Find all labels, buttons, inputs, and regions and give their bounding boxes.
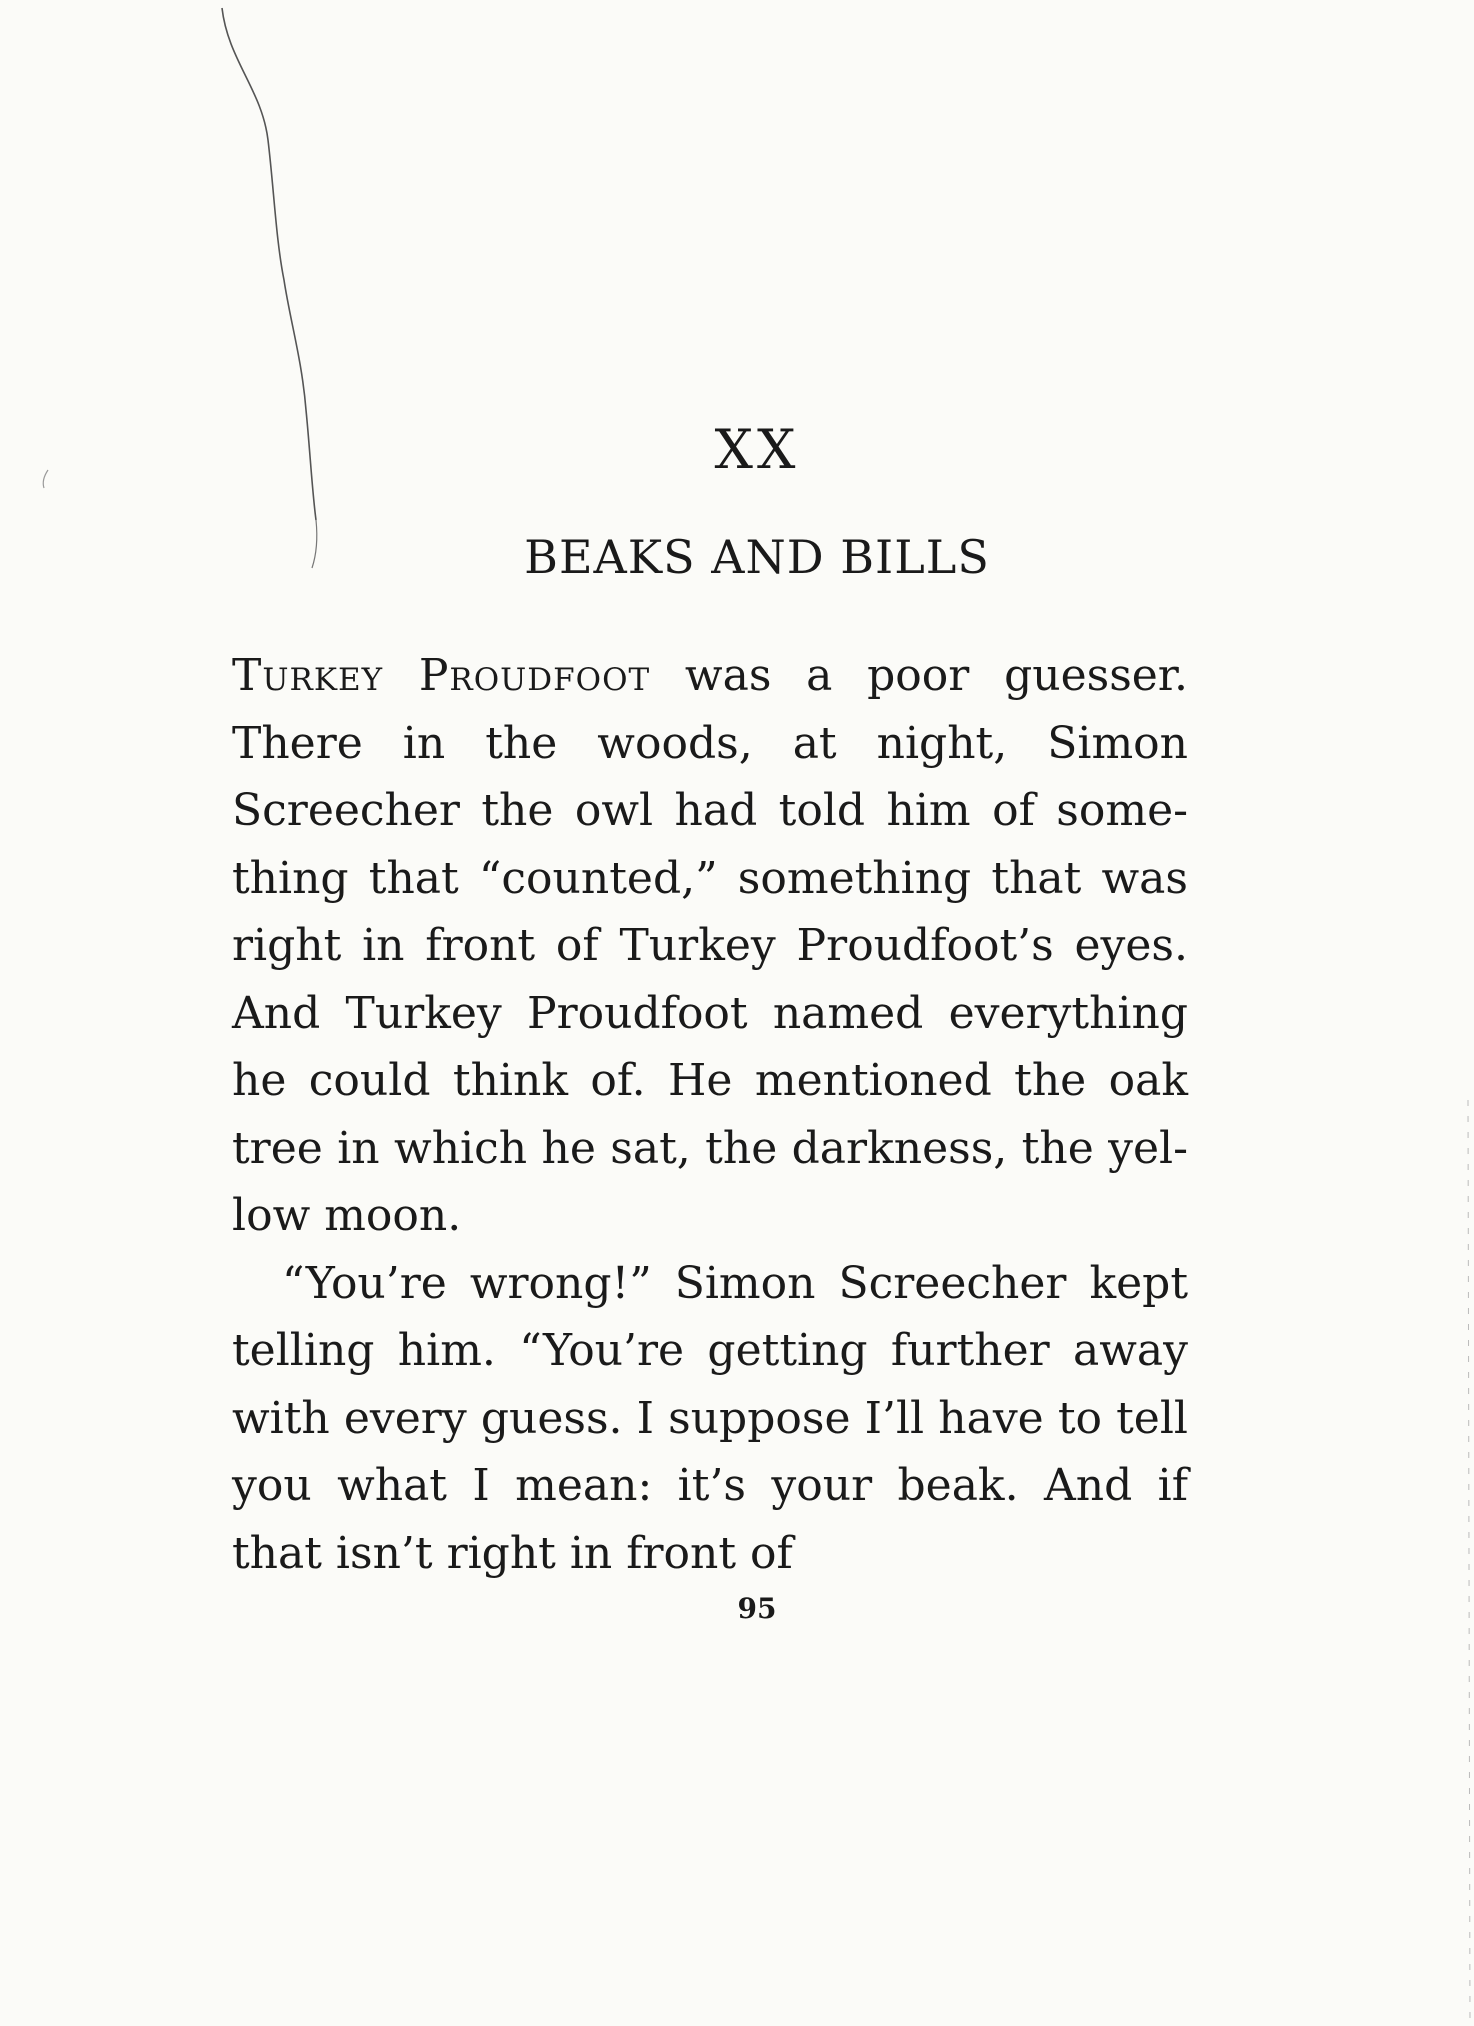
paragraph — [232, 1250, 1188, 1588]
paragraph-text: was a poor guesser. There in the woods, at night, Simon Screecher the owl had told him of something that “counted,” something that was right in front of Turkey Proudfoot’s eyes. And Turkey Proudfoot named everything he could think of. He mentioned the oak tree in which he sat, the darkness, the yellow moon. — [232, 650, 1188, 1241]
page-number: 95 — [737, 1592, 777, 1625]
binding-crease-mark — [0, 0, 400, 600]
paragraph — [232, 642, 1188, 1250]
body-text — [232, 642, 1188, 1587]
page-edge-mark — [1444, 1100, 1474, 2026]
paragraph-text: “You’re wrong!” Simon Screecher kept telling him. “You’re getting further away with every guess. I suppose I’ll have to tell you what I mean: it’s your beak. And if that isn’t right in front of — [232, 1257, 1188, 1579]
paragraph-lead-smallcaps: Turkey Proudfoot — [232, 650, 651, 701]
chapter-number: XX — [714, 418, 800, 481]
chapter-title: BEAKS AND BILLS — [524, 530, 990, 584]
